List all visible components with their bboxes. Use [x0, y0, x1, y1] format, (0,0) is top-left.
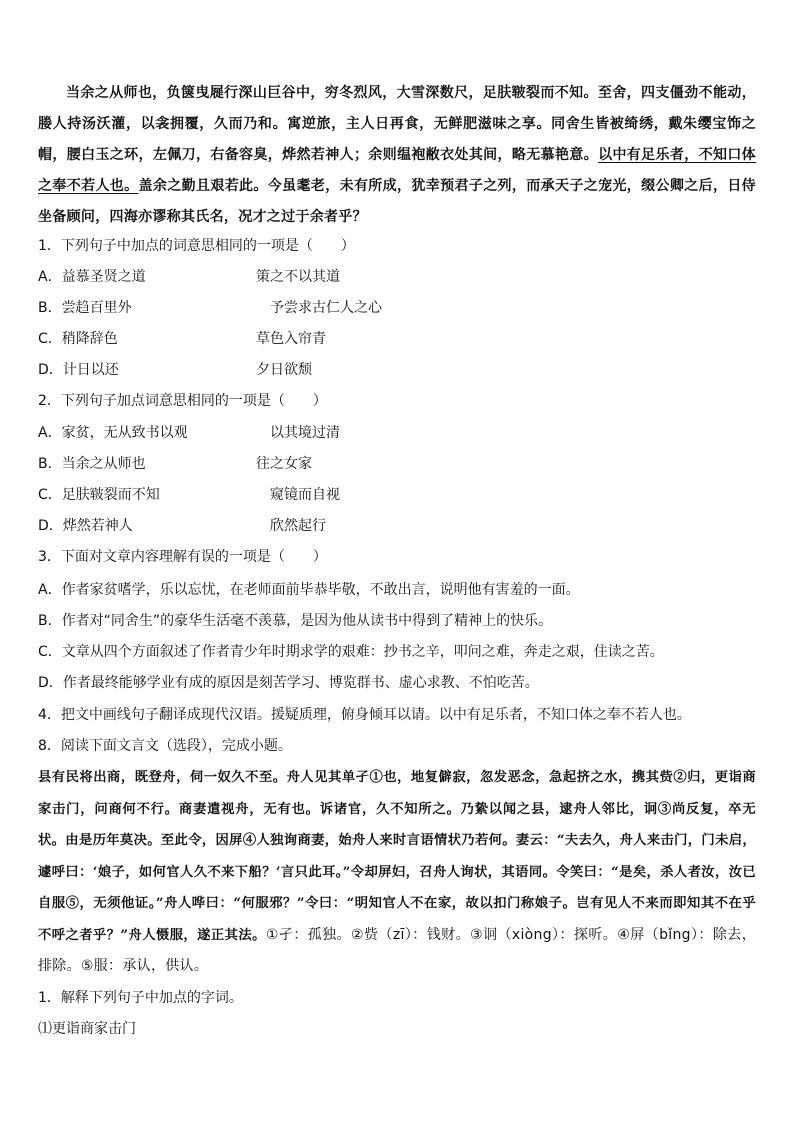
q1-option-a-left: A．益慕圣贤之道 [38, 269, 146, 285]
q3-option-a: A．作者家贫嗜学，乐以忘忧，在老师面前毕恭毕敬，不敢出言，说明他有害羞的一面。 [38, 582, 580, 598]
section-8-title: 8．阅读下面文言文（选段），完成小题。 [38, 738, 292, 754]
passage2-notes: ①孑：孤独。②赀（zī）：钱财。③诇（xiòng）：探听。④屏（bǐng）：除去，排除。⑤服：承认，供认。 [38, 926, 757, 974]
passage1-text-a: 当余之从师也，负箧曳屣行深山巨谷中，穷冬烈风，大雪深数尺，足肤皲裂而不知。至舍，四支僵劲不能动，媵人持汤沃灌，以衾拥覆，久而乃和。寓逆旅，主人日再食，无鲜肥滋味之享。同舍生皆被绮绣，戴朱缨宝饰之帽，腰白玉之环，左佩刀，右备容臭，烨然若神人；余则缊袍敝衣处其间，略无慕艳意。 [38, 85, 756, 163]
q1-option-b-left: B．尝趋百里外 [38, 300, 132, 316]
q2-option-d-left: D．烨然若神人 [38, 518, 133, 534]
passage1-text-b: 盖余之勤且艰若此。今虽耄老，未有所成，犹幸预君子之列，而承天子之宠光，缀公卿之后，日侍坐备顾问，四海亦谬称其氏名，况才之过于余者乎？ [38, 178, 756, 225]
q1-option-d-right: 夕日欲颓 [256, 362, 312, 378]
q2-option-c-right: 窥镜而自视 [270, 487, 340, 503]
q3-option-d: D．作者最终能够学业有成的原因是刻苦学习、博览群书、虚心求教、不怕吃苦。 [38, 675, 539, 691]
underlined-sentence: 以中有足乐者，不知口体之奉不若人也。 [38, 147, 756, 194]
q1-option-d-left: D．计日以还 [38, 362, 119, 378]
q3-option-b: B．作者对“同舍生”的豪华生活毫不羡慕，是因为他从读书中得到了精神上的快乐。 [38, 613, 553, 629]
passage2-text: 县有民将出商，既登舟，伺一奴久不至。舟人见其单孑①也，地复僻寂，忽发恶念，急起挤之水，携其赀②归，更诣商家击门，问商何不行。商妻遣视舟，无有也。诉诸官，久不知所之。乃絷以闻之县，逮舟人邻比，诇③尚反复，卒无状。由是历年莫决。至此令，因屏④人独询商妻，始舟人来时言语情状乃若何。妻云：“夫去久，舟人来击门，门未启，遽呼曰：‘娘子，如何官人久不来下船？’言只此耳。”令却屏妇，召舟人询状，其语同。令笑曰：“是矣，杀人者汝，汝已自服⑤，无须他证。”舟人哗曰：“何服邪？”令曰：“明知官人不在家，故以扣门称娘子。岂有见人不来而即知其不在乎不呼之者乎？”舟人慑服，遂正其法。 [38, 770, 756, 943]
q2-option-a-right: 以其境过清 [270, 425, 340, 441]
q2-option-c-left: C．足肤皲裂而不知 [38, 487, 160, 503]
classical-passage-2 [38, 762, 756, 983]
question-2-stem: 2．下列句子加点词意思相同的一项是（ ） [38, 393, 327, 409]
question-1-stem: 1．下列句子中加点的词意思相同的一项是（ ） [38, 238, 355, 254]
q1-option-c-left: C．稍降辞色 [38, 331, 118, 347]
sub-question-1-item-1: ⑴更诣商家击门 [38, 1021, 136, 1037]
q1-option-b-right: 予尝求古仁人之心 [270, 300, 382, 316]
q1-option-c-right: 草色入帘青 [256, 331, 326, 347]
classical-passage-1 [38, 78, 756, 233]
q1-option-a-right: 策之不以其道 [256, 269, 340, 285]
q2-option-d-right: 欣然起行 [270, 518, 326, 534]
question-3-stem: 3．下面对文章内容理解有误的一项是（ ） [38, 549, 327, 565]
q2-option-b-right: 往之女家 [256, 456, 312, 472]
question-4: 4．把文中画线句子翻译成现代汉语。援疑质理，俯身倾耳以请。以中有足乐者，不知口体之奉不若人也。 [38, 707, 691, 723]
q3-option-c: C．文章从四个方面叙述了作者青少年时期求学的艰难：抄书之辛，叩问之难，奔走之艰，住读之苦。 [38, 644, 664, 660]
q2-option-a-left: A．家贫，无从致书以观 [38, 425, 188, 441]
sub-question-1-stem: 1．解释下列句子中加点的字词。 [38, 990, 243, 1006]
q2-option-b-left: B．当余之从师也 [38, 456, 146, 472]
